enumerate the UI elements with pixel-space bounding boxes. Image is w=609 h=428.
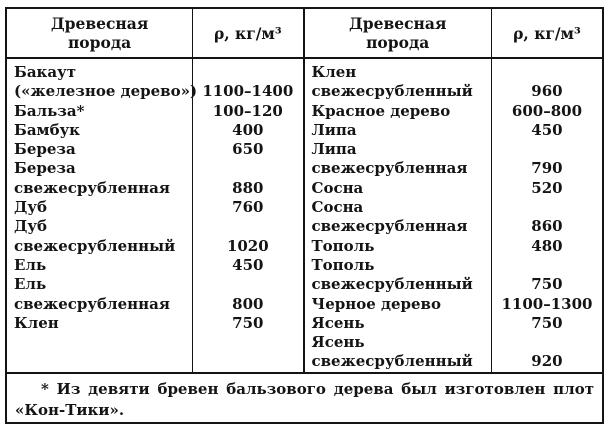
- body-right-half: [305, 59, 603, 372]
- density-value: 650: [232, 140, 264, 159]
- density-value: 750: [531, 313, 563, 332]
- species-line: Черное дерево: [311, 294, 441, 313]
- species-column-left: [7, 59, 198, 372]
- species-line: Дуб: [14, 217, 47, 236]
- density-value: [193, 217, 302, 236]
- column-header-density-right: [492, 9, 602, 57]
- density-value: [193, 63, 302, 82]
- density-value: [193, 159, 302, 178]
- density-value: 480: [531, 236, 563, 255]
- density-value: [492, 198, 602, 217]
- species-line: Липа: [311, 140, 357, 159]
- density-value: 760: [232, 198, 264, 217]
- density-value: 450: [531, 120, 563, 139]
- species-line: Береза: [14, 140, 76, 159]
- species-line: Клен: [311, 63, 357, 81]
- body-left-half: [7, 59, 305, 372]
- table-header-row: [7, 9, 602, 59]
- species-line: свежесрубленная: [311, 217, 468, 236]
- species-line: Липа: [311, 120, 357, 139]
- density-value: 520: [531, 178, 563, 197]
- density-value: [492, 256, 602, 275]
- footnote-line-2: «Кон-Тики».: [15, 401, 125, 419]
- density-value: 450: [232, 255, 264, 274]
- column-header-density-left-label: ρ, кг/м³: [213, 23, 282, 43]
- density-value: [492, 333, 602, 352]
- table-body: [7, 59, 602, 372]
- density-value: 860: [531, 217, 563, 236]
- species-line: Бамбук: [14, 120, 81, 139]
- species-line: свежесрубленный: [311, 82, 473, 101]
- density-value: 960: [531, 82, 563, 101]
- density-column-left: [193, 59, 302, 372]
- footnote-line-1: * Из девяти бревен бальзового дерева был изготовлен плот: [41, 380, 594, 398]
- column-header-density-right-label: ρ, кг/м³: [513, 23, 581, 43]
- density-value: 400: [232, 120, 264, 139]
- species-line: Ель: [14, 255, 47, 274]
- species-line: Бакаут: [14, 63, 76, 81]
- density-value: 750: [232, 313, 264, 332]
- density-value: 600–800: [511, 101, 583, 120]
- density-value: 1100–1300: [501, 294, 593, 313]
- species-line: Бальза*: [14, 101, 85, 120]
- species-line: свежесрубленный: [311, 275, 473, 294]
- species-line: свежесрубленный: [311, 352, 473, 371]
- density-column-right: [492, 59, 602, 372]
- density-value: 800: [232, 294, 264, 313]
- density-value: 750: [531, 275, 563, 294]
- species-line: Ясень: [311, 333, 365, 352]
- species-line: Красное дерево: [311, 101, 451, 120]
- species-line: Дуб: [14, 198, 47, 217]
- density-value: 880: [232, 178, 264, 197]
- wood-density-table: [5, 7, 604, 424]
- species-line: Береза: [14, 159, 76, 178]
- species-line: Ясень: [311, 313, 365, 332]
- header-left-half: [7, 9, 305, 57]
- species-column-right: [305, 59, 492, 372]
- species-line: свежесрубленная: [311, 159, 468, 178]
- species-line: Тополь: [311, 255, 375, 274]
- column-header-species-left-label: Древесная порода: [50, 14, 149, 52]
- species-line: Тополь: [311, 236, 375, 255]
- density-value: [492, 140, 602, 159]
- species-line: Сосна: [311, 178, 364, 197]
- species-line: Сосна: [311, 198, 364, 217]
- density-value: 1100–1400: [202, 82, 294, 101]
- footnote: [7, 372, 602, 422]
- species-line: свежесрубленный: [14, 236, 176, 255]
- density-value: [193, 275, 302, 294]
- column-header-density-left: [193, 9, 302, 57]
- species-line: Ель: [14, 275, 47, 294]
- species-line: («железное дерево»): [14, 82, 198, 101]
- column-header-species-right: [305, 9, 492, 57]
- header-right-half: [305, 9, 603, 57]
- density-value: 1020: [226, 236, 269, 255]
- density-value: 920: [531, 352, 563, 371]
- density-value: 790: [531, 159, 563, 178]
- column-header-species-left: [7, 9, 193, 57]
- species-line: свежесрубленная: [14, 294, 170, 313]
- species-line: свежесрубленная: [14, 178, 170, 197]
- species-line: Клен: [14, 313, 59, 332]
- density-value: 100–120: [212, 101, 283, 120]
- density-value: [492, 63, 602, 82]
- column-header-species-right-label: Древесная порода: [349, 14, 447, 52]
